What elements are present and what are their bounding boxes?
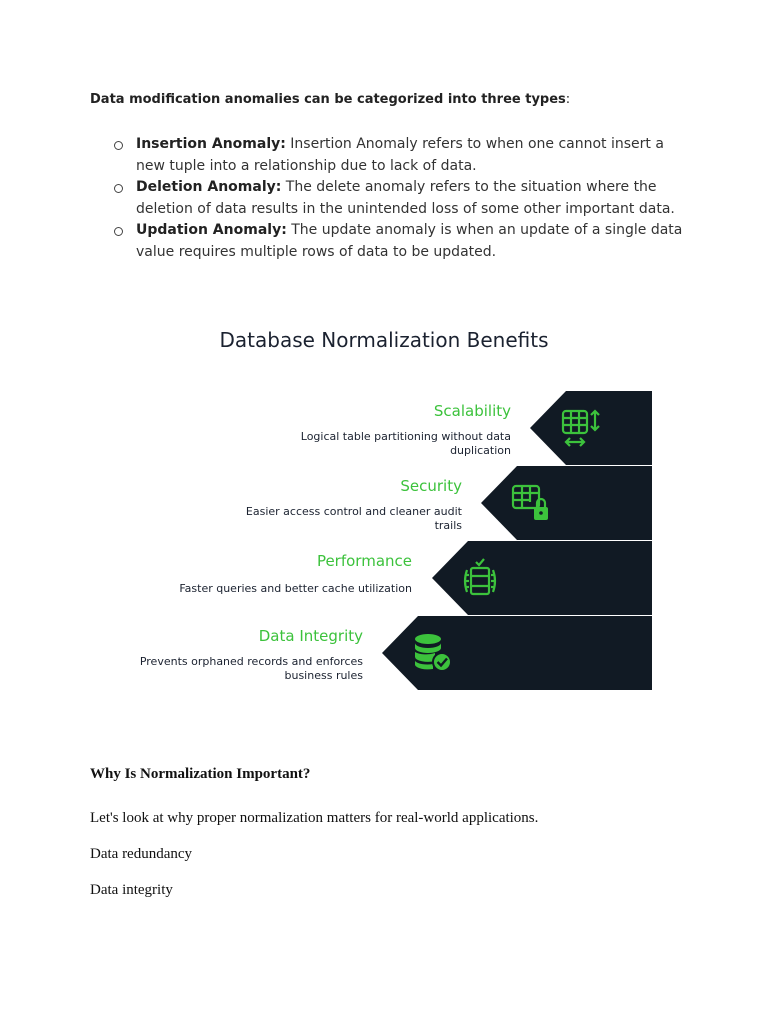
anomaly-list <box>112 134 692 263</box>
film-strip-icon <box>460 558 502 603</box>
list-item <box>112 220 692 263</box>
step-description: Faster queries and better cache utilization <box>179 582 412 595</box>
section-point: Data redundancy <box>90 846 193 862</box>
circle-bullet-icon <box>114 184 123 193</box>
list-item <box>112 134 692 177</box>
list-item <box>112 177 692 220</box>
step-data-integrity <box>122 627 363 687</box>
circle-bullet-icon <box>114 141 123 150</box>
section-heading: Why Is Normalization Important? <box>90 766 311 782</box>
anomaly-term: Updation Anomaly: <box>136 222 287 238</box>
step-heading: Data Integrity <box>258 627 363 645</box>
intro-paragraph <box>90 92 730 107</box>
step-heading: Security <box>400 477 462 495</box>
step-heading: Performance <box>316 552 412 570</box>
step-heading: Scalability <box>433 402 511 420</box>
step-description: Logical table partitioning without data duplication <box>300 430 511 457</box>
table-lock-icon <box>510 483 552 528</box>
anomaly-text: The update anomaly is when an update of a single data value requires multiple rows of data to be updated. <box>136 222 683 260</box>
infographic-title: Database Normalization Benefits <box>219 328 549 352</box>
database-check-icon <box>412 633 454 678</box>
anomaly-term: Insertion Anomaly: <box>136 136 286 152</box>
section-point: Data integrity <box>90 882 173 898</box>
step-description: Prevents orphaned records and enforces business rules <box>139 655 363 682</box>
step-description: Easier access control and cleaner audit trails <box>245 505 462 532</box>
section-intro: Let's look at why proper normalization matters for real-world applications. <box>90 810 539 826</box>
intro-lead: Data modification anomalies can be categorized into three types <box>90 92 566 107</box>
circle-bullet-icon <box>114 227 123 236</box>
anomaly-term: Deletion Anomaly: <box>136 179 282 195</box>
step-performance <box>150 552 412 612</box>
step-security <box>221 477 462 537</box>
anomaly-text: The delete anomaly refers to the situation where the deletion of data results in the unintended loss of some other important data. <box>136 179 675 217</box>
anomaly-text: Insertion Anomaly refers to when one cannot insert a new tuple into a relationship due to lack of data. <box>136 136 664 174</box>
intro-colon: : <box>565 92 571 107</box>
table-resize-icon <box>560 408 602 453</box>
banner-security <box>481 466 652 540</box>
step-scalability <box>270 402 511 462</box>
